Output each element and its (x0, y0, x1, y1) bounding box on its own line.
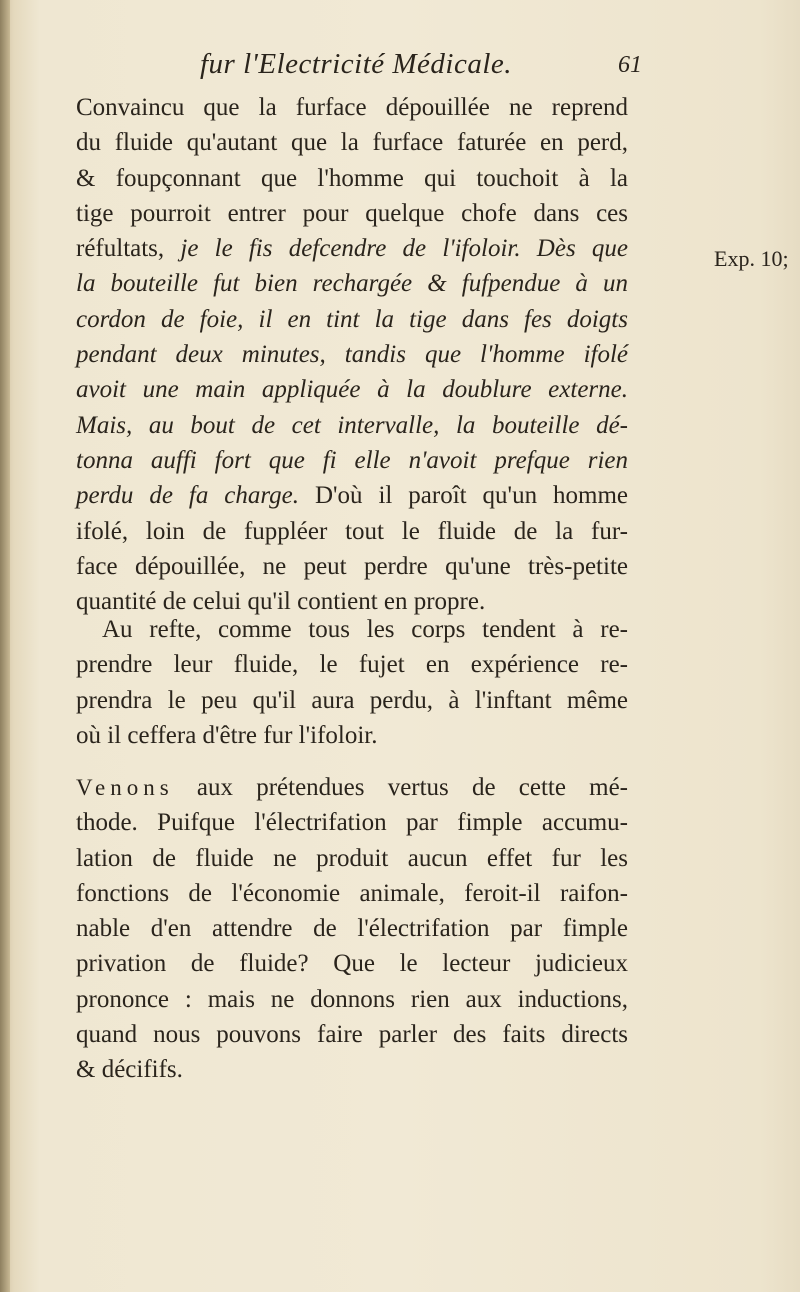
text-line: où il ceffera d'être fur l'ifoloir. (76, 721, 378, 749)
paragraph-3 (76, 770, 628, 1088)
paragraph-1 (76, 90, 628, 619)
small-caps-opening: Venons (76, 775, 174, 800)
running-head: fur l'Electricité Médicale. (200, 48, 513, 80)
text-line: nable d'en attendre de l'électrifation par fimple (76, 915, 628, 943)
text-line: thode. Puifque l'électrifation par fimple accumu- (76, 809, 628, 837)
text-line: face dépouillée, ne peut perdre qu'une très-petite (76, 552, 628, 580)
text-line: cordon de foie, il en tint la tige dans fes doigts (76, 305, 628, 333)
text-line: la bouteille fut bien rechargée & fufpendue à un (76, 270, 628, 298)
text-line: Venons aux prétendues vertus de cette mé- (76, 774, 628, 801)
text-line: quantité de celui qu'il contient en propre. (76, 588, 486, 616)
text-line: fonctions de l'économie animale, feroit-il raifon- (76, 879, 628, 907)
text-line: tonna auffi fort que fi elle n'avoit prefque rien (76, 446, 628, 474)
text-line: perdu de fa charge. D'où il paroît qu'un homme (76, 482, 628, 510)
text-line: prendre leur fluide, le fujet en expérience re- (76, 651, 628, 679)
text-line: privation de fluide? Que le lecteur judicieux (76, 950, 628, 978)
text-line: & décififs. (76, 1056, 183, 1084)
page-number: 61 (618, 52, 642, 78)
text-line: Au refte, comme tous les corps tendent à re- (102, 616, 628, 643)
text-line: Mais, au bout de cet intervalle, la bouteille dé- (76, 411, 628, 439)
text-line: Convaincu que la furface dépouillée ne reprend (76, 94, 628, 121)
text-line: pendant deux minutes, tandis que l'homme ifolé (76, 341, 628, 369)
margin-note: Exp. 10; (714, 246, 789, 271)
text-line: avoit une main appliquée à la doublure externe. (76, 376, 628, 404)
text-line: lation de fluide ne produit aucun effet fur les (76, 844, 628, 872)
book-binding-edge (0, 0, 10, 1292)
paragraph-2 (76, 612, 628, 753)
text-line: quand nous pouvons faire parler des faits directs (76, 1021, 628, 1049)
text-line: tige pourroit entrer pour quelque chofe dans ces (76, 199, 628, 227)
text-line: ifolé, loin de fuppléer tout le fluide de la fur- (76, 517, 628, 545)
text-line: réfultats, je le fis defcendre de l'ifoloir. Dès que (76, 235, 628, 263)
text-line: prononce : mais ne donnons rien aux inductions, (76, 985, 628, 1013)
text-line: du fluide qu'autant que la furface faturée en perd, (76, 129, 628, 157)
text-line: prendra le peu qu'il aura perdu, à l'inftant même (76, 686, 628, 714)
text-line: & foupçonnant que l'homme qui touchoit à la (76, 164, 628, 192)
